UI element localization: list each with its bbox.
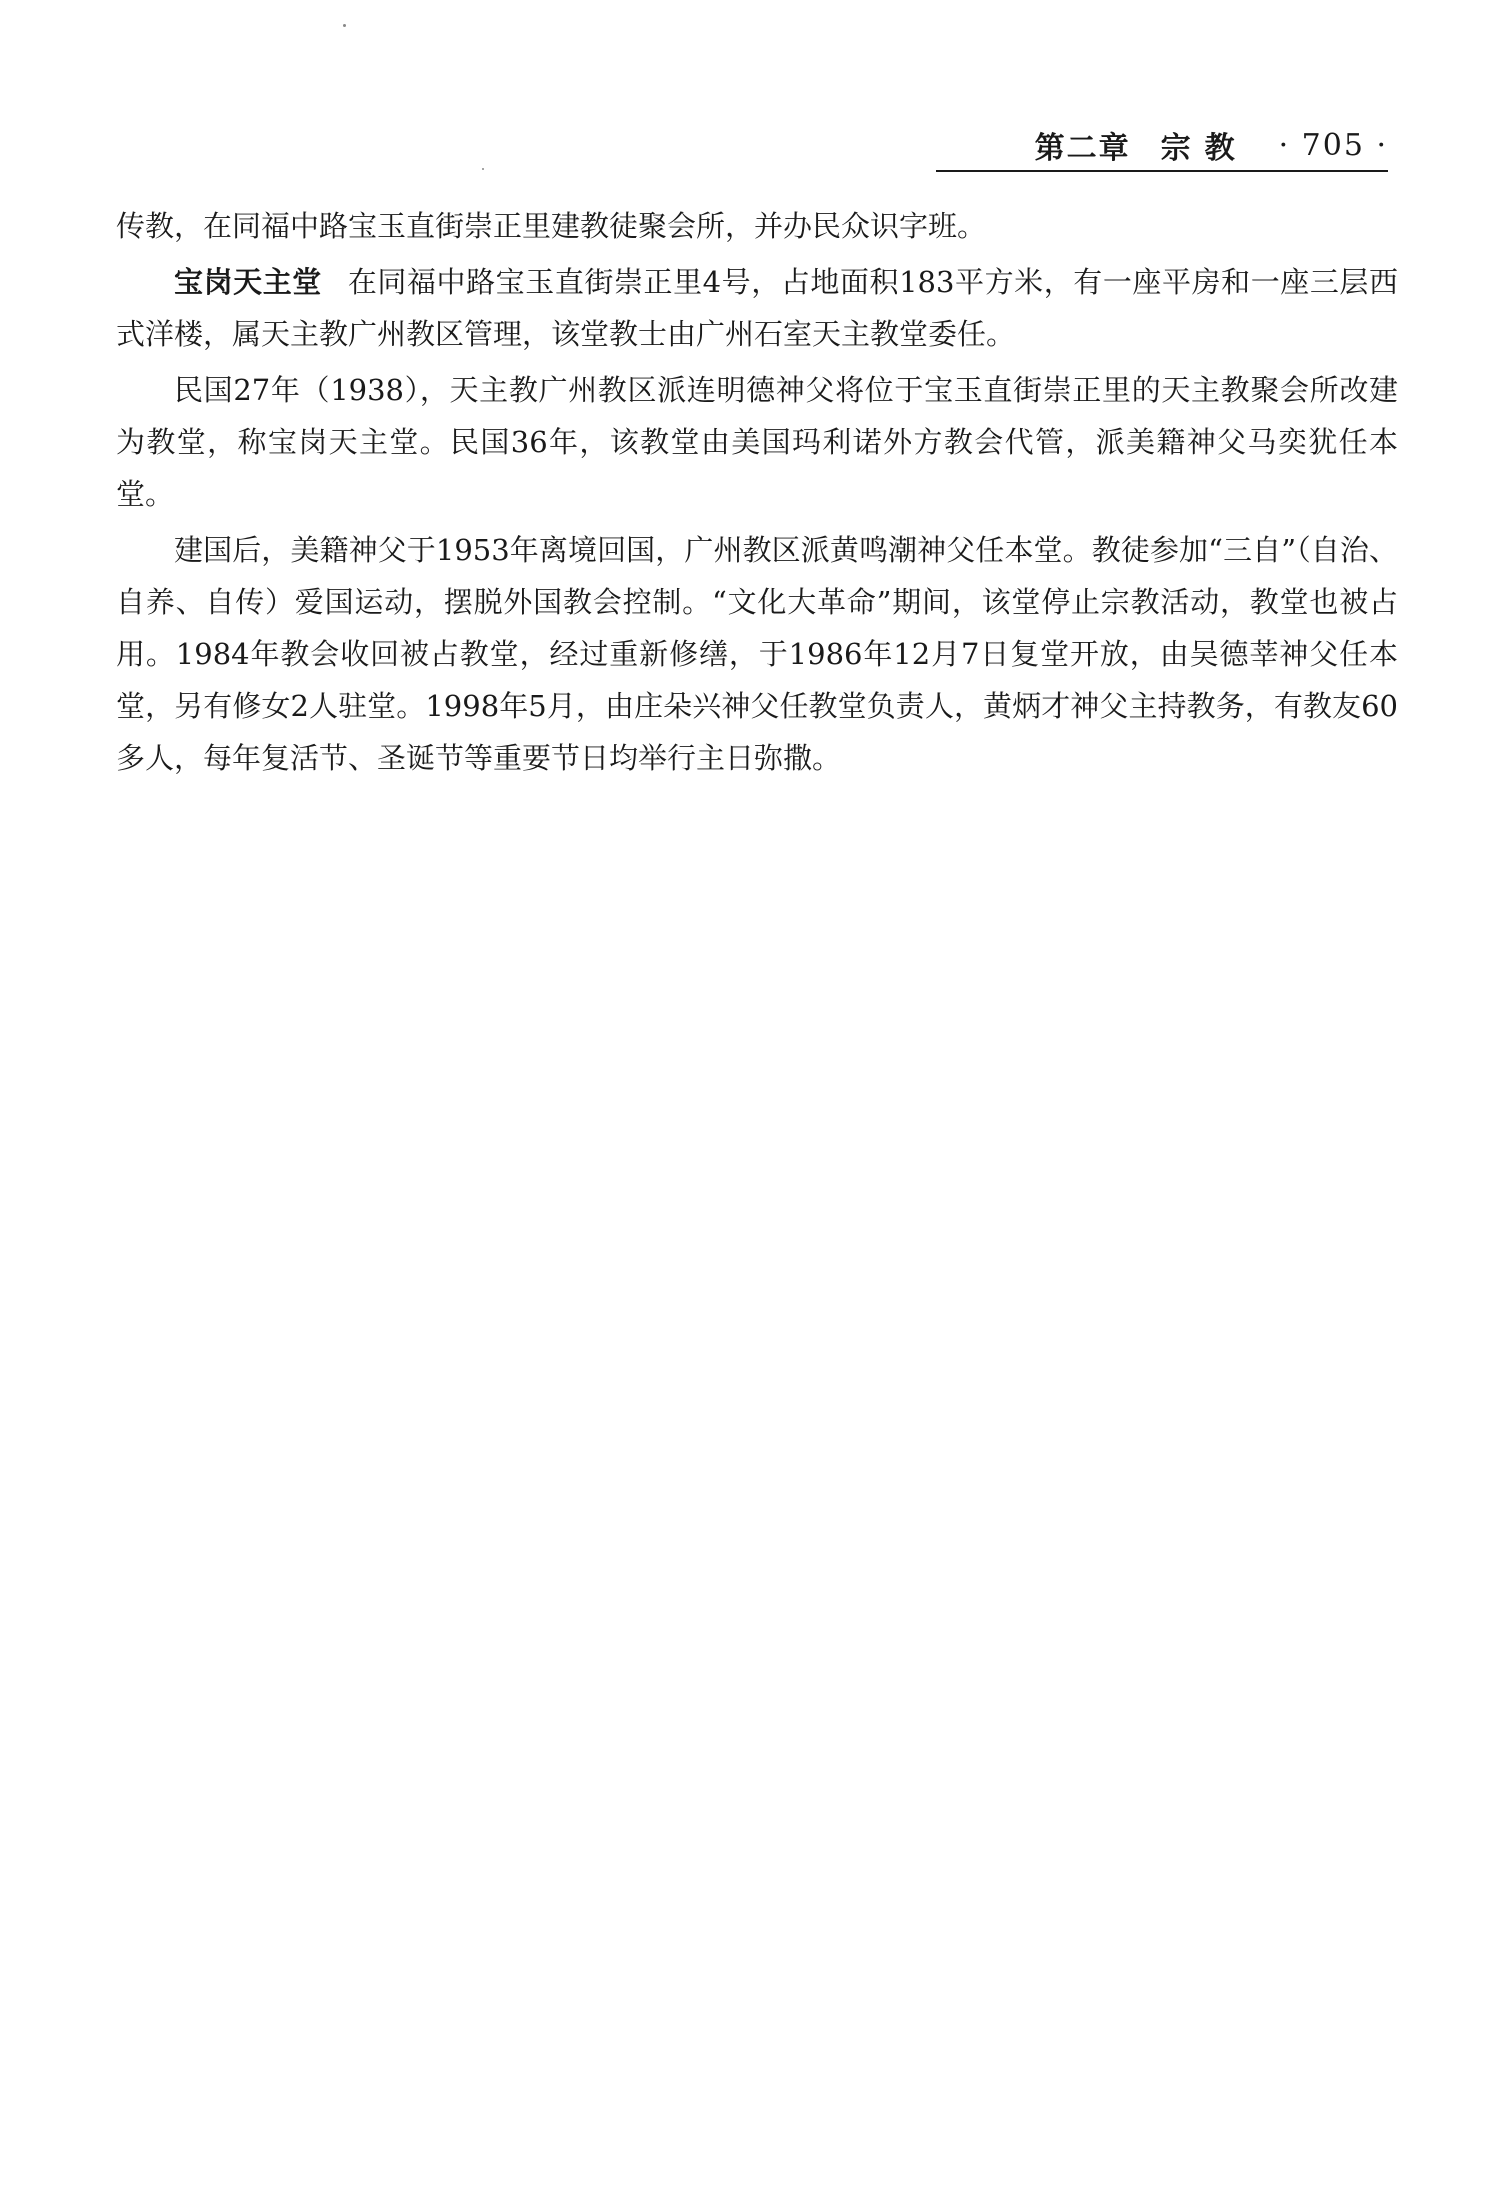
header-page-number: · 705 ·	[1278, 127, 1388, 163]
paragraph-text: 民国27年（1938），天主教广州教区派连明德神父将位于宝玉直街崇正里的天主教聚会所改建为教堂，称宝岗天主堂。民国36年，该教堂由美国玛利诺外方教会代管，派美籍神父马奕犹任本堂。	[116, 373, 1398, 511]
paragraph-text: 建国后，美籍神父于1953年离境回国，广州教区派黄鸣潮神父任本堂。教徒参加“三自”（自治、自养、自传）爱国运动，摆脱外国教会控制。“文化大革命”期间，该堂停止宗教活动，教堂也被占用。1984年教会收回被占教堂，经过重新修缮，于1986年12月7日复堂开放，由吴德莘神父任本堂，另有修女2人驻堂。1998年5月，由庄朵兴神父任教堂负责人，黄炳才神父主持教务，有教友60多人，每年复活节、圣诞节等重要节日均举行主日弥撒。	[116, 533, 1398, 775]
scan-speck	[343, 24, 346, 27]
main-text	[116, 200, 1398, 788]
paragraph-continuation	[116, 200, 1398, 252]
header-rule	[936, 170, 1388, 172]
entry-heading: 宝岗天主堂	[174, 265, 322, 299]
running-header	[940, 122, 1388, 168]
paragraph-text: 在同福中路宝玉直街崇正里4号，占地面积183平方米，有一座平房和一座三层西式洋楼，属天主教广州教区管理，该堂教士由广州石室天主教堂委任。	[116, 265, 1398, 351]
header-chapter: 第二章	[1034, 131, 1131, 166]
scan-speck	[482, 168, 484, 170]
paragraph-text: 传教，在同福中路宝玉直街崇正里建教徒聚会所，并办民众识字班。	[116, 209, 987, 243]
paragraph	[116, 524, 1398, 784]
paragraph-entry	[116, 256, 1398, 360]
header-subject: 宗教	[1160, 131, 1249, 166]
paragraph	[116, 364, 1398, 520]
